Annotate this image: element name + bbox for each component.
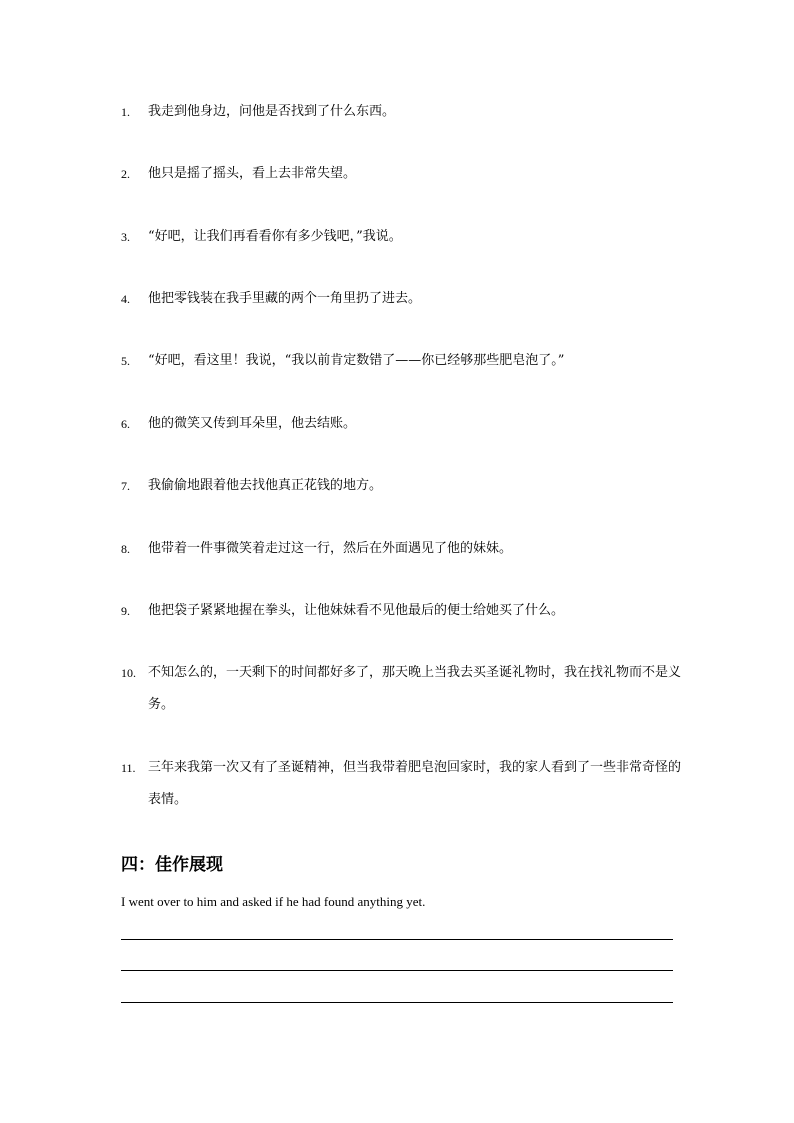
list-item xyxy=(121,470,681,502)
list-item xyxy=(121,408,681,440)
item-number: 3. xyxy=(121,230,130,244)
item-number: 11. xyxy=(121,761,136,775)
item-text: 三年来我第一次又有了圣诞精神，但当我带着肥皂泡回家时，我的家人看到了一些非常奇怪的表情。 xyxy=(148,760,682,807)
english-sentence: I went over to him and asked if he had found anything yet. xyxy=(121,894,426,909)
list-item xyxy=(121,533,681,565)
item-text: 他把零钱装在我手里藏的两个一角里扔了进去。 xyxy=(148,291,422,306)
item-text: 他只是摇了摇头，看上去非常失望。 xyxy=(148,166,357,181)
answer-line xyxy=(121,970,673,971)
item-text: 他把袋子紧紧地握在拳头，让他妹妹看不见他最后的便士给她买了什么。 xyxy=(148,603,565,618)
list-item xyxy=(121,657,681,721)
item-text: 我走到他身边，问他是否找到了什么东西。 xyxy=(148,104,396,119)
answer-line xyxy=(121,1002,673,1003)
item-number: 4. xyxy=(121,292,130,306)
item-number: 9. xyxy=(121,604,130,618)
item-text: “好吧，让我们再看看你有多少钱吧，”我说。 xyxy=(148,229,402,244)
item-text: 他带着一件事微笑着走过这一行，然后在外面遇见了他的妹妹。 xyxy=(148,541,513,556)
item-number: 2. xyxy=(121,167,130,181)
item-number: 1. xyxy=(121,105,130,119)
item-text: “好吧，看这里！我说，“我以前肯定数错了——你已经够那些肥皂泡了。” xyxy=(148,353,565,368)
item-text: 他的微笑又传到耳朵里，他去结账。 xyxy=(148,416,357,431)
list-item xyxy=(121,158,681,190)
list-item xyxy=(121,221,681,253)
item-number: 7. xyxy=(121,479,130,493)
list-item xyxy=(121,96,681,128)
item-number: 10. xyxy=(121,666,136,680)
list-item xyxy=(121,595,681,627)
item-number: 8. xyxy=(121,542,130,556)
item-number: 5. xyxy=(121,354,130,368)
item-text: 不知怎么的，一天剩下的时间都好多了，那天晚上当我去买圣诞礼物时，我在找礼物而不是义务。 xyxy=(148,665,682,712)
list-item xyxy=(121,283,681,315)
answer-line xyxy=(121,939,673,940)
item-text: 我偷偷地跟着他去找他真正花钱的地方。 xyxy=(148,478,383,493)
item-number: 6. xyxy=(121,417,130,431)
list-item xyxy=(121,345,681,377)
list-item xyxy=(121,752,681,816)
section-heading: 四：佳作展现 xyxy=(121,855,223,875)
